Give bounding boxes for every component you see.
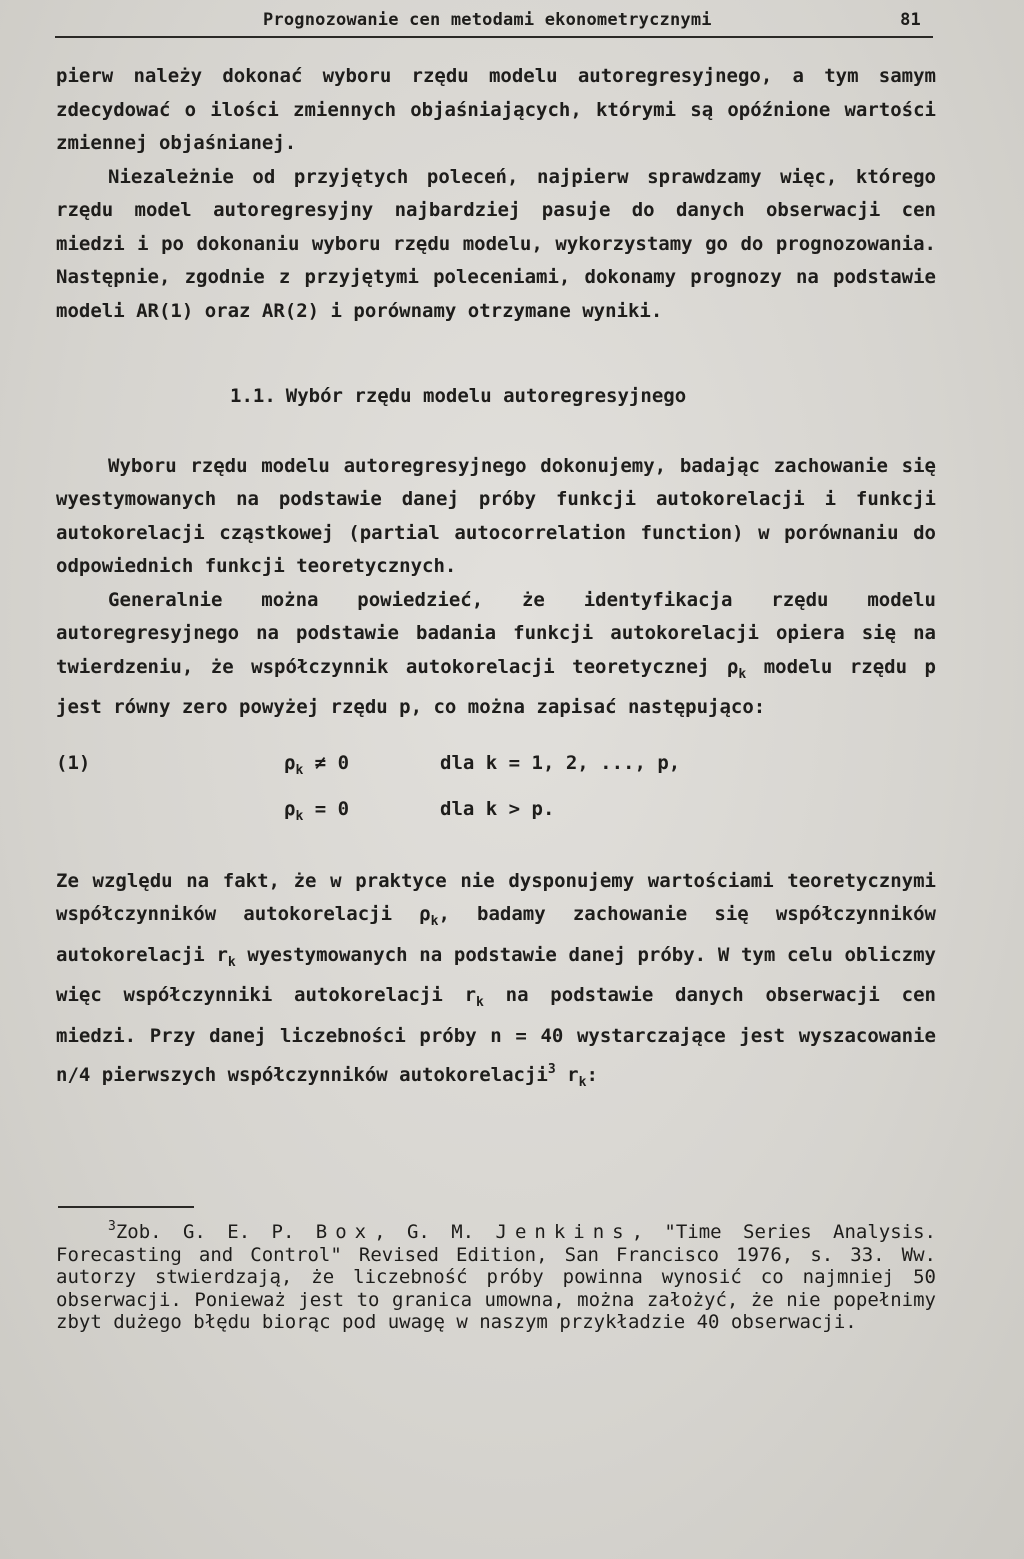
rho-symbol: ρ	[284, 797, 296, 820]
subscript-k: k	[430, 914, 439, 929]
rho-symbol: ρ	[726, 655, 739, 678]
equation-row-1-condition: dla k = 1, 2, ..., p,	[440, 751, 681, 774]
footnote	[56, 1216, 936, 1334]
equation-row-2-lhs	[284, 793, 349, 834]
equation-row-2-condition: dla k > p.	[440, 797, 555, 820]
footnote-author-jenkins: Jenkins	[495, 1221, 632, 1243]
footnote-marker: 3	[108, 1219, 116, 1234]
equation-1	[56, 747, 936, 851]
paragraph-5-text-b: , badamy zachowanie się współczynników autokorelacji	[56, 903, 936, 966]
r-symbol: r	[464, 984, 477, 1006]
paragraph-2: Niezależnie od przyjętych poleceń, najpierw sprawdzamy więc, którego rzędu model autoregresyjny najbardziej pasuje do danych obserwacji cen miedzi i po dokonaniu wyboru rzędu modelu, wykorzystamy go do prognozowania. Następnie, zgodnie z przyjętymi poleceniami, dokonamy prognozy na podstawie modeli AR(1) oraz AR(2) i porównamy otrzymane wyniki.	[56, 165, 936, 322]
running-title: Prognozowanie cen metodami ekonometrycznymi	[263, 10, 712, 30]
subscript-k: k	[227, 954, 236, 970]
paragraph-5-text-c: wyestymowanych na podstawie danej próby. W tym celu obliczmy więc współczynniki autokorelacji	[56, 943, 936, 1006]
subscript-k: k	[578, 1075, 587, 1090]
equation-row-1-lhs	[284, 747, 349, 788]
paragraph-4-text-a: Generalnie można powiedzieć, że identyfikacja rzędu modelu autoregresyjnego na podstawie badania funkcji autokorelacji opiera się na twierdzeniu, że współczynnik autokorelacji teoretycznej	[56, 588, 936, 678]
footnote-reference: 3	[547, 1062, 556, 1077]
equation-row-2	[56, 793, 936, 827]
paragraph-4	[56, 584, 936, 725]
paragraph-3: Wyboru rzędu modelu autoregresyjnego dokonujemy, badając zachowanie się wyestymowanych na podstawie danej próby funkcji autokorelacji i funkcji autokorelacji cząstkowej (partial autocorrelation function) w porównaniu do odpowiednich funkcji teoretycznych.	[56, 454, 936, 577]
section-heading	[56, 380, 936, 414]
paragraph-1: pierw należy dokonać wyboru rzędu modelu autoregresyjnego, a tym samym zdecydować o ilości zmiennych objaśniających, którymi są opóźnione wartości zmiennej objaśnianej.	[56, 65, 936, 154]
not-equal-zero: ≠ 0	[303, 751, 350, 774]
r-symbol: r	[567, 1064, 579, 1086]
paragraph-5-text-a: Ze względu na fakt, że w praktyce nie dysponujemy wartościami teoretycznymi współczynników autokorelacji	[56, 869, 936, 925]
r-symbol: r	[216, 943, 228, 966]
subscript-k: k	[295, 808, 304, 824]
paragraph-5-text-d: na podstawie danych obserwacji cen miedzi. Przy danej liczebności próby n = 40 wystarczające jest wyszacowanie n/4 pierwszych współczynników autokorelacji	[56, 984, 936, 1086]
page-number: 81	[900, 10, 921, 30]
rho-symbol: ρ	[419, 903, 431, 925]
paragraph-5-text-e: :	[586, 1064, 598, 1086]
section-title: Wybór rzędu modelu autoregresyjnego	[285, 385, 687, 407]
section-number: 1.1.	[230, 385, 276, 407]
subscript-k: k	[738, 666, 747, 682]
paragraph-5	[56, 865, 936, 1100]
footnote-text-b: , G. M.	[374, 1221, 496, 1243]
footnote-divider	[58, 1206, 194, 1208]
rho-symbol: ρ	[284, 751, 296, 774]
running-header	[55, 8, 933, 38]
footnote-author-box: Box	[315, 1221, 375, 1243]
equation-label: (1)	[56, 751, 91, 774]
main-text	[56, 60, 936, 1100]
equal-zero: = 0	[303, 797, 350, 820]
subscript-k: k	[476, 995, 484, 1010]
footnote-text-c: , "Time Series Analysis. Forecasting and Control" Revised Edition, San Francisco 1976, s. 33. Ww. autorzy stwierdzają, że liczebność próby powinna wynosić co najmniej 50 obserwacji. Ponieważ jest to granica umowna, można założyć, że nie popełnimy zbyt dużego błędu biorąc pod uwagę w naszym przykładzie 40 obserwacji.	[56, 1221, 936, 1333]
equation-row-1	[56, 747, 936, 781]
paragraph-4-text-b: modelu rzędu p jest równy zero powyżej rzędu p, co można zapisać następująco:	[56, 655, 936, 718]
footnote-text-a: Zob. G. E. P.	[115, 1221, 316, 1243]
subscript-k: k	[295, 762, 304, 778]
